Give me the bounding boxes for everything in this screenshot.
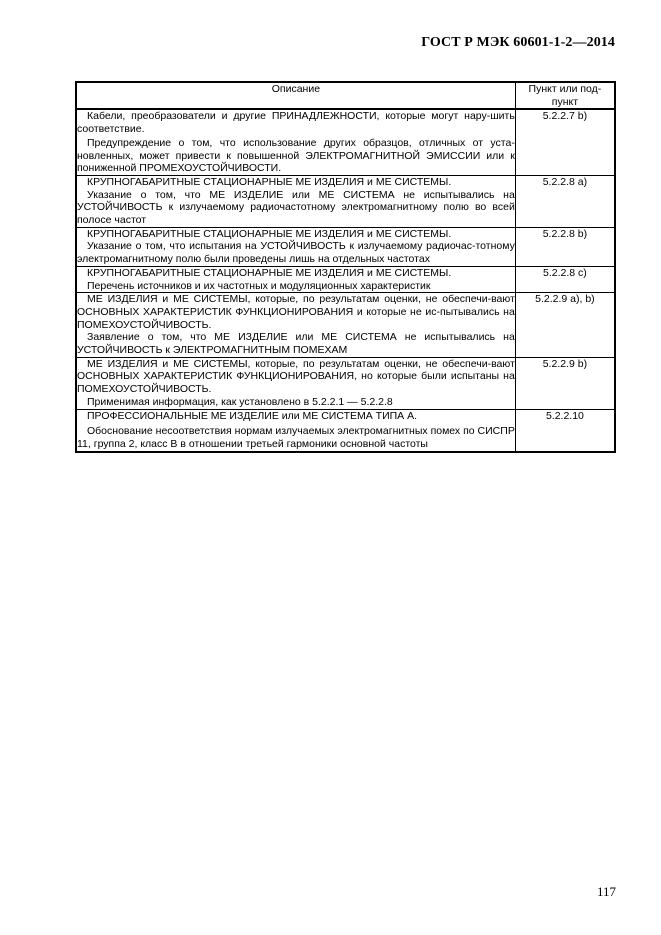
description-cell [76, 409, 515, 452]
table-row [76, 109, 615, 175]
paragraph: КРУПНОГАБАРИТНЫЕ СТАЦИОНАРНЫЕ МЕ ИЗДЕЛИЯ и МЕ СИСТЕМЫ. [87, 227, 452, 240]
description-cell [76, 227, 515, 266]
description-cell [76, 175, 515, 227]
paragraph: Кабели, преобразователи и другие ПРИНАДЛЕЖНОСТИ, которые могут нару-шить соответствие. [77, 110, 515, 136]
description-cell [76, 357, 515, 409]
paragraph: Заявление о том, что МЕ ИЗДЕЛИЕ или МЕ СИСТЕМА не испытывались на УСТОЙЧИВОСТЬ к ЭЛЕКТРОМАГНИТНЫМ ПОМЕХАМ [77, 331, 515, 357]
description-cell [76, 266, 515, 292]
table-row [76, 227, 615, 266]
table-row [76, 409, 615, 452]
document-header: ГОСТ Р МЭК 60601-1-2—2014 [421, 35, 615, 50]
paragraph: МЕ ИЗДЕЛИЯ и МЕ СИСТЕМЫ, которые, по результатам оценки, не обеспечи-вают ОСНОВНЫХ ХАРАКТЕРИСТИК ФУНКЦИОНИРОВАНИЯ, но которые были испытаны на ПОМЕХОУСТОЙЧИВОСТЬ. [77, 357, 515, 396]
reference-cell: 5.2.2.7 b) [515, 109, 615, 175]
paragraph: Обоснование несоответствия нормам излучаемых электромагнитных помех по СИСПР 11, группа 2, класс В в отношении третьей гармоники основной частоты [77, 425, 515, 450]
paragraph: ПРОФЕССИОНАЛЬНЫЕ МЕ ИЗДЕЛИЕ или МЕ СИСТЕМА ТИПА А. [87, 409, 418, 422]
paragraph: КРУПНОГАБАРИТНЫЕ СТАЦИОНАРНЫЕ МЕ ИЗДЕЛИЯ и МЕ СИСТЕМЫ. [87, 266, 452, 279]
table-row [76, 175, 615, 227]
reference-cell: 5.2.2.10 [515, 409, 615, 452]
reference-cell: 5.2.2.8 b) [515, 227, 615, 266]
description-cell [76, 293, 515, 358]
reference-cell: 5.2.2.8 c) [515, 266, 615, 292]
paragraph: Перечень источников и их частотных и модуляционных характеристик [87, 279, 431, 292]
table-row [76, 293, 615, 358]
page-number: 117 [596, 884, 616, 899]
reference-cell: 5.2.2.9 a), b) [515, 293, 615, 358]
table-header-row [76, 82, 615, 109]
paragraph: МЕ ИЗДЕЛИЯ и МЕ СИСТЕМЫ, которые, по результатам оценки, не обеспечи-вают ОСНОВНЫХ ХАРАКТЕРИСТИК ФУНКЦИОНИРОВАНИЯ и которые не ис-пытывались на ПОМЕХОУСТОЙЧИВОСТЬ. [77, 293, 515, 331]
reference-cell: 5.2.2.8 a) [515, 175, 615, 227]
table-row [76, 266, 615, 292]
column-header-reference: Пункт или под-пункт [515, 82, 615, 109]
reference-cell: 5.2.2.9 b) [515, 357, 615, 409]
paragraph: Предупреждение о том, что использование других образцов, отличных от уста-новленных, может привести к повышенной ЭЛЕКТРОМАГНИТНОЙ ЭМИССИИ или к пониженной ПРОМЕХОУСТОЙЧИВОСТИ. [77, 136, 515, 175]
description-cell [76, 109, 515, 175]
requirements-table [75, 81, 616, 453]
paragraph: Указание о том, что испытания на УСТОЙЧИВОСТЬ к излучаемому радиочас-тотному электромагнитному полю были проведены лишь на отдельных частотах [77, 240, 515, 266]
column-header-description: Описание [76, 82, 515, 109]
table-row [76, 357, 615, 409]
paragraph: Указание о том, что МЕ ИЗДЕЛИЕ или МЕ СИСТЕМА не испытывались на УСТОЙЧИВОСТЬ к излучаемому радиочастотному электромагнитному полю во всей полосе частот [77, 188, 515, 227]
paragraph: КРУПНОГАБАРИТНЫЕ СТАЦИОНАРНЫЕ МЕ ИЗДЕЛИЯ и МЕ СИСТЕМЫ. [87, 175, 452, 188]
paragraph: Применимая информация, как установлено в 5.2.2.1 — 5.2.2.8 [87, 395, 393, 408]
